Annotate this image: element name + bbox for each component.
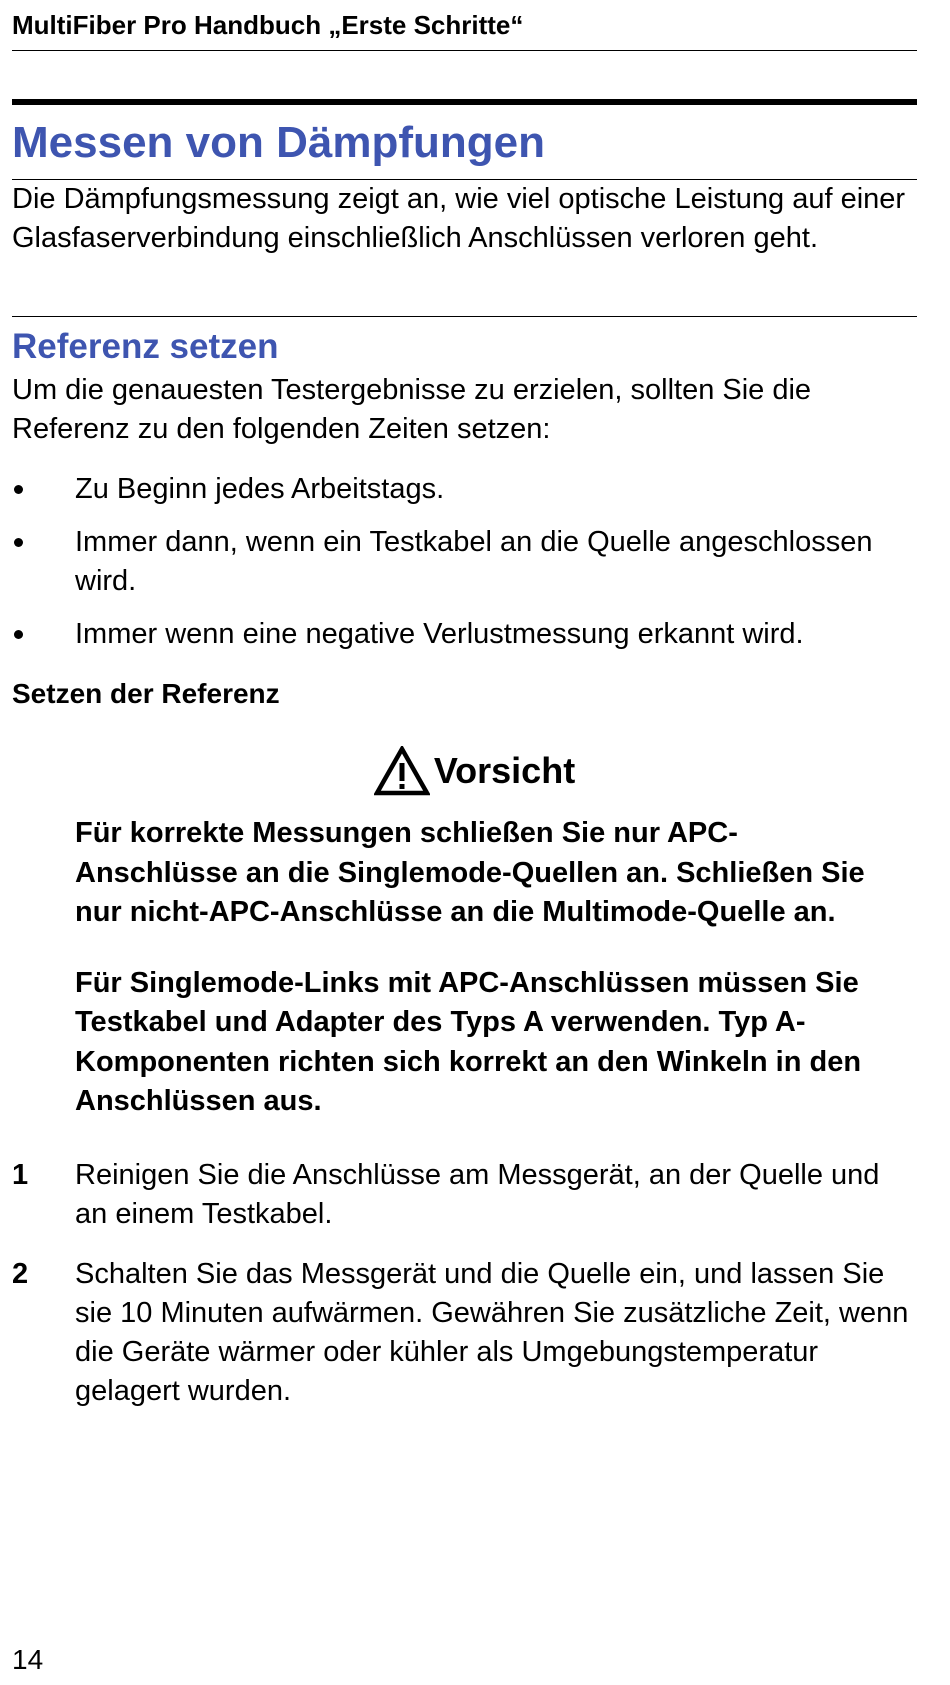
page-title: Messen von Dämpfungen	[12, 115, 917, 180]
step-text: Reinigen Sie die Anschlüsse am Messgerät, an der Quelle und an einem Testkabel.	[75, 1158, 880, 1230]
section-heading: Referenz setzen	[12, 327, 279, 366]
bullet-item	[12, 470, 917, 509]
caution-heading	[12, 746, 917, 796]
section-divider	[12, 316, 917, 317]
bullet-text: Immer dann, wenn ein Testkabel an die Quelle angeschlossen wird.	[75, 526, 873, 597]
page-number: 14	[12, 1644, 44, 1675]
running-header: MultiFiber Pro Handbuch „Erste Schritte“	[12, 0, 917, 51]
bullet-dot	[14, 485, 23, 494]
step-list	[12, 1156, 917, 1411]
caution-paragraph: Für korrekte Messungen schließen Sie nur APC-Anschlüsse an die Singlemode-Quellen an. Schließen Sie nur nicht-APC-Anschlüsse an die Multimode-Quelle an.	[75, 817, 865, 928]
manual-page	[12, 0, 917, 1432]
bullet-list	[12, 470, 917, 654]
bullet-dot	[14, 630, 23, 639]
step-number: 1	[12, 1158, 29, 1191]
step-item	[12, 1255, 917, 1411]
warning-triangle-icon	[374, 746, 430, 796]
caution-label: Vorsicht	[433, 750, 576, 791]
step-text: Schalten Sie das Messgerät und die Quelle ein, und lassen Sie sie 10 Minuten aufwärmen. Gewähren Sie zusätzliche Zeit, wenn die Geräte wärmer oder kühler als Umgebungstemperatur gelagert wurden.	[75, 1257, 909, 1407]
section-paragraph: Um die genauesten Testergebnisse zu erzielen, sollten Sie die Referenz zu den folgenden Zeiten setzen:	[12, 374, 812, 445]
bullet-dot	[14, 538, 23, 547]
intro-paragraph: Die Dämpfungsmessung zeigt an, wie viel optische Leistung auf einer Glasfaserverbindung einschließlich Anschlüssen verloren geht.	[12, 183, 906, 254]
bullet-text: Immer wenn eine negative Verlustmessung erkannt wird.	[75, 618, 804, 650]
title-rule	[12, 99, 917, 105]
bullet-item	[12, 615, 917, 654]
caution-paragraph: Für Singlemode-Links mit APC-Anschlüssen müssen Sie Testkabel und Adapter des Typs A verwenden. Typ A-Komponenten richten sich korrekt an den Winkeln in den Anschlüssen aus.	[75, 966, 862, 1117]
step-item	[12, 1156, 917, 1234]
bullet-text: Zu Beginn jedes Arbeitstags.	[75, 473, 445, 505]
step-number: 2	[12, 1257, 29, 1290]
bullet-item	[12, 523, 917, 601]
procedure-heading: Setzen der Referenz	[12, 678, 280, 709]
